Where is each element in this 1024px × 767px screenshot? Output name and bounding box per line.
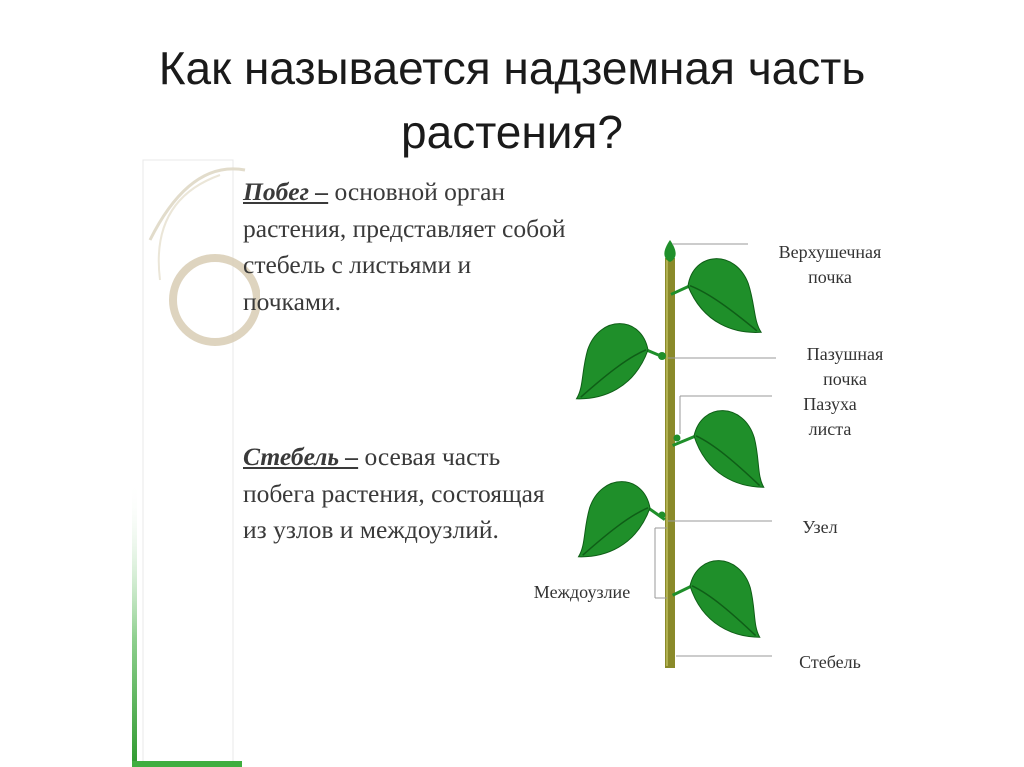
- shoot-term: Побег –: [243, 177, 329, 206]
- leaf-5: [670, 558, 759, 643]
- axillary-bud-shape: [658, 352, 666, 360]
- label-leaf-axil: Пазуха листа: [803, 394, 857, 439]
- leaf-3: [670, 408, 763, 493]
- label-axillary-bud: Пазушная почка: [806, 344, 884, 389]
- node-bud-shape: [659, 512, 666, 519]
- title-line-1: Как называется надземная часть: [158, 42, 866, 94]
- leaf-1: [667, 254, 761, 344]
- label-stem: Стебель: [799, 652, 861, 672]
- shoot-text: основной орган растения, представляет собой стебель с листьями и почками.: [243, 177, 566, 316]
- apical-bud-shape: [664, 240, 675, 262]
- axil-bud-shape: [674, 435, 681, 442]
- label-node: Узел: [802, 517, 838, 537]
- stem-text: осевая часть побега растения, состоящая из узлов и междоузлий.: [243, 442, 545, 544]
- title-line-2: растения?: [401, 106, 623, 158]
- label-apical-bud: Верхушечная почка: [778, 242, 882, 287]
- label-internode: Междоузлие: [533, 582, 631, 602]
- leaf-2: [577, 320, 669, 408]
- stem-term: Стебель –: [243, 442, 359, 471]
